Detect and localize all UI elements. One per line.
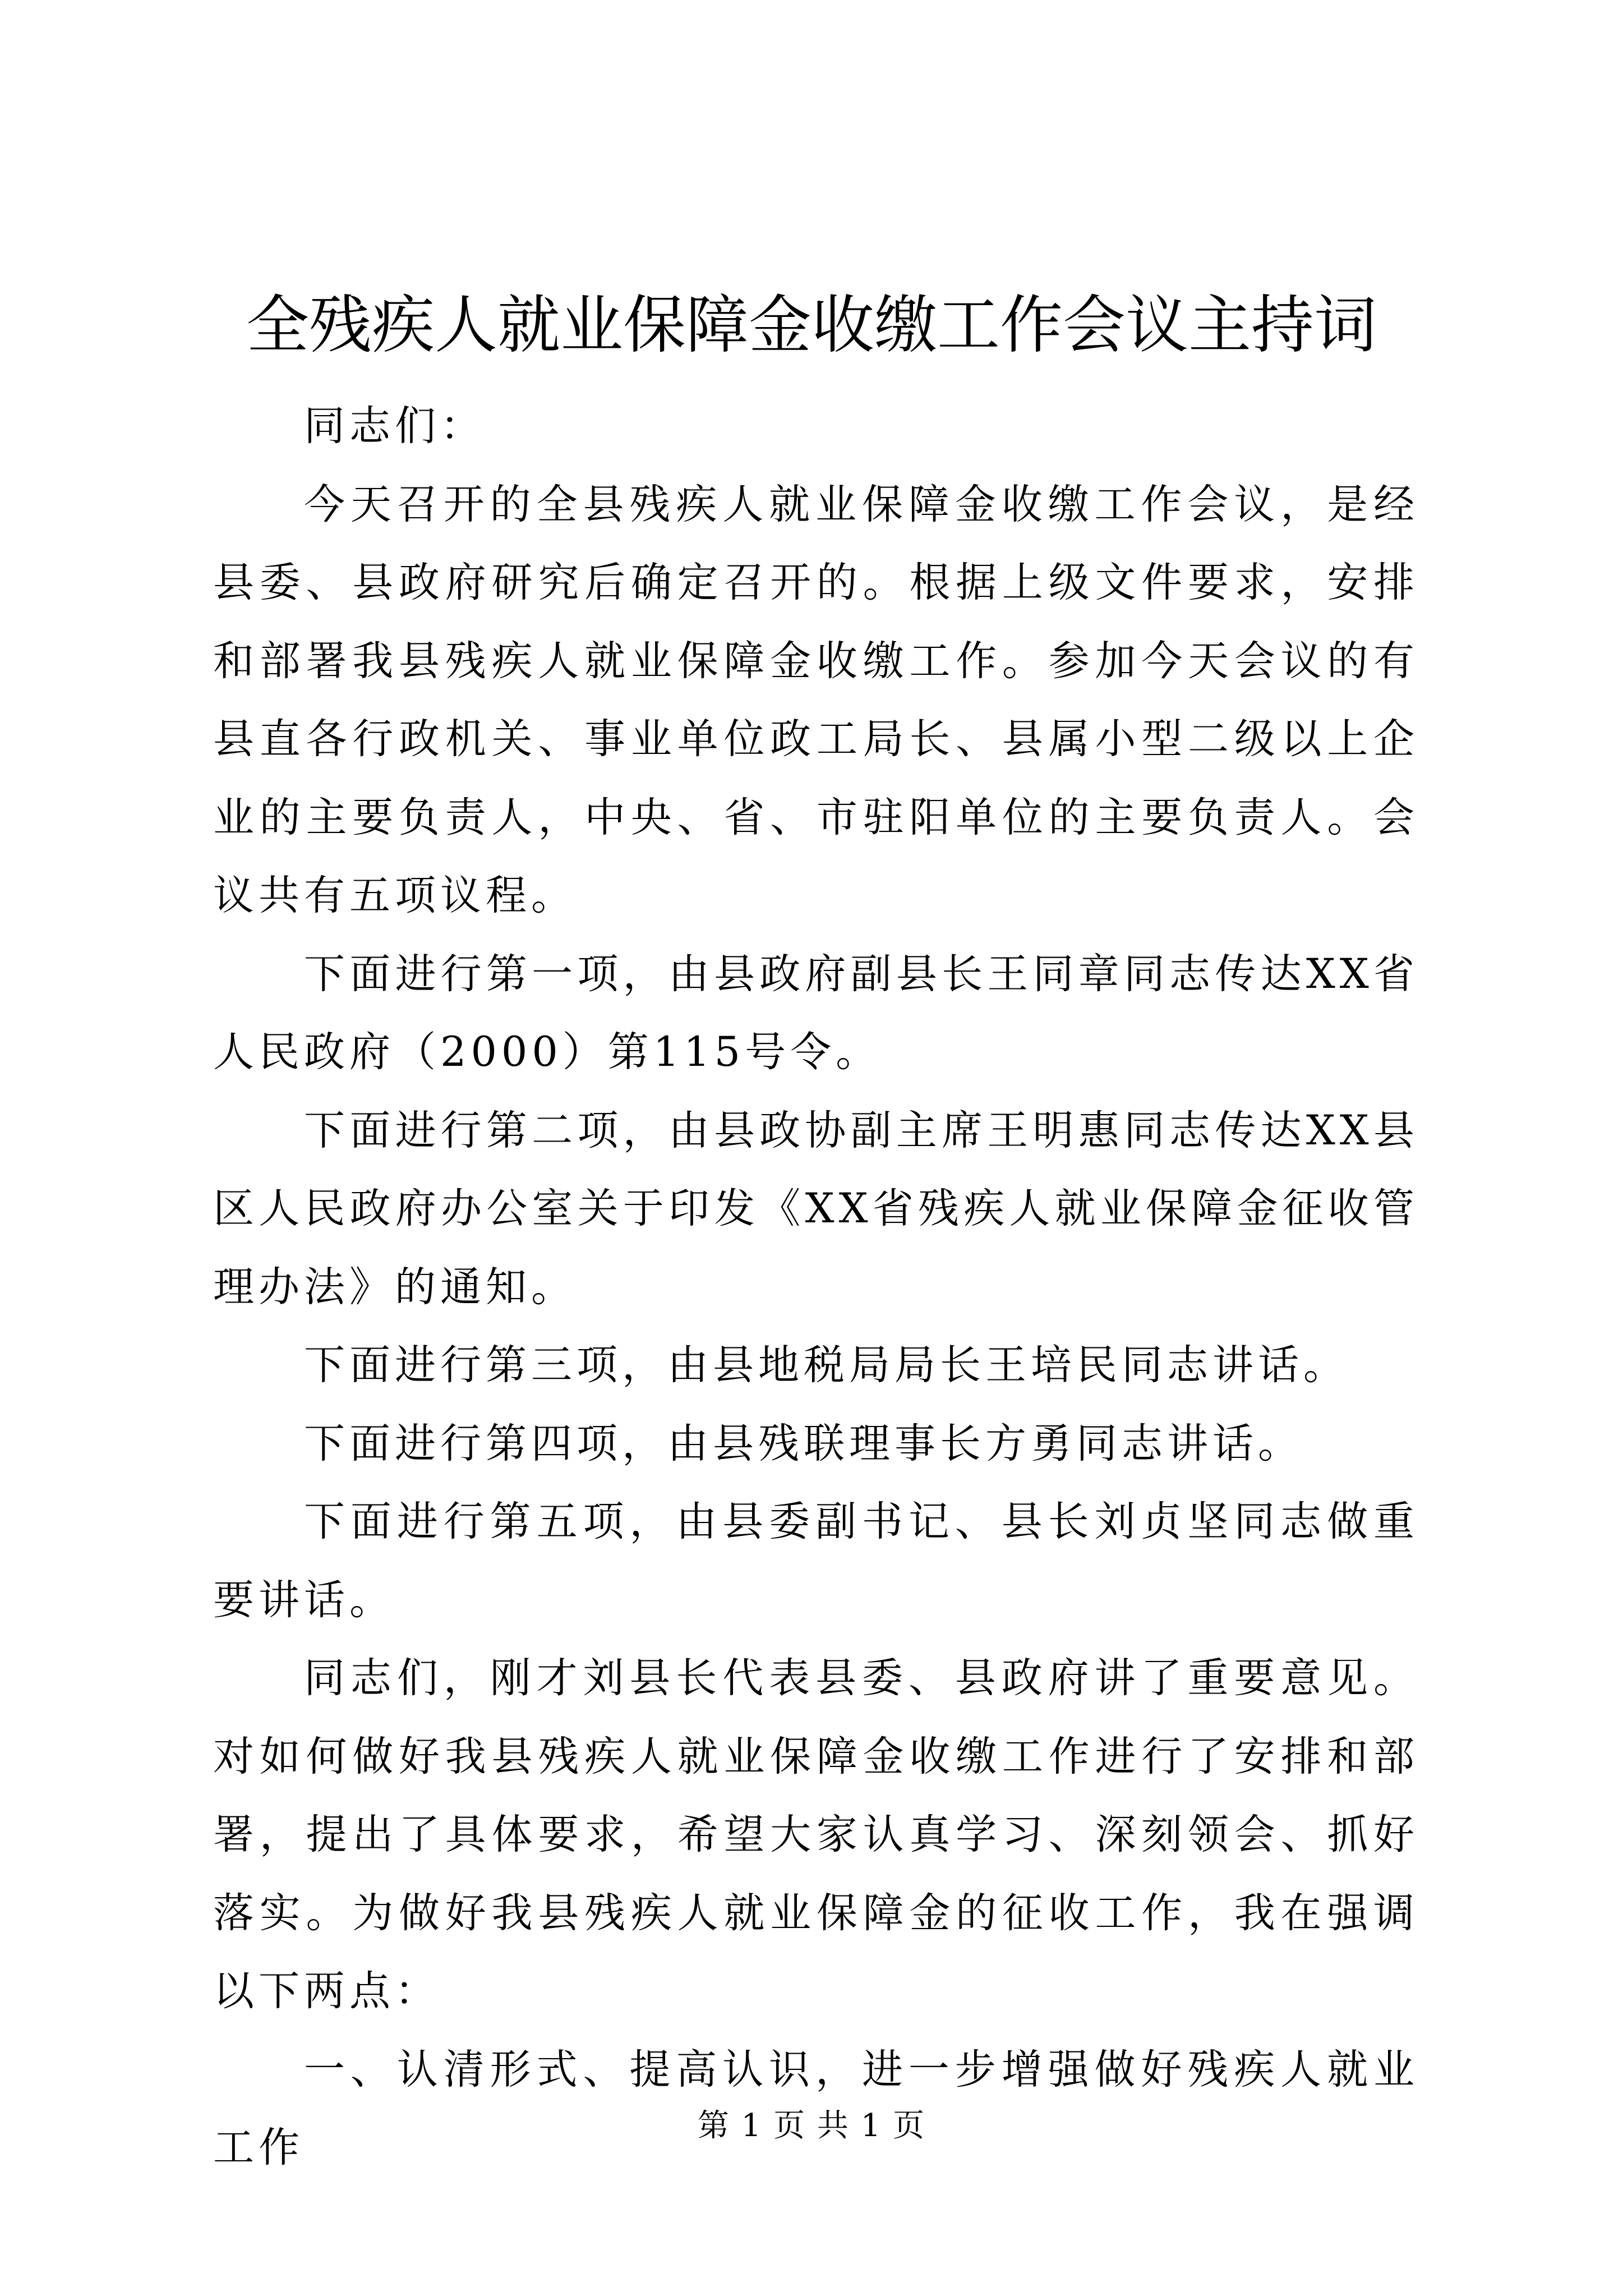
page-number-footer: 第 1 页 共 1 页: [697, 2108, 926, 2144]
body-paragraph: 今天召开的全县残疾人就业保障金收缴工作会议，是经县委、县政府研究后确定召开的。根据上级文件要求，安排和部署我县残疾人就业保障金收缴工作。参加今天会议的有县直各行政机关、事业单位政工局长、县属小型二级以上企业的主要负责人，中央、省、市驻阳单位的主要负责人。会议共有五项议程。: [213, 480, 1419, 919]
body-paragraph: 下面进行第一项，由县政府副县长王同章同志传达XX省人民政府（2000）第115号令。: [213, 950, 1419, 1076]
body-paragraph: 下面进行第五项，由县委副书记、县长刘贞坚同志做重要讲话。: [213, 1498, 1419, 1624]
body-paragraph: 下面进行第四项，由县残联理事长方勇同志讲话。: [304, 1419, 1303, 1467]
salutation-paragraph: 同志们：: [304, 402, 486, 450]
section-heading: 一、认清形式、提高认识，进一步增强做好残疾人就业工作: [213, 2045, 1419, 2171]
document-body: [213, 387, 1419, 2187]
body-paragraph: 同志们，刚才刘县长代表县委、县政府讲了重要意见。对如何做好我县残疾人就业保障金收缴工作进行了安排和部署，提出了具体要求，希望大家认真学习、深刻领会、抓好落实。为做好我县残疾人就业保障金的征收工作，我在强调以下两点：: [213, 1654, 1419, 2015]
body-paragraph: 下面进行第三项，由县地税局局长王培民同志讲话。: [304, 1341, 1349, 1389]
document-title: 全残疾人就业保障金收缴工作会议主持词: [246, 289, 1377, 362]
body-paragraph: 下面进行第二项，由县政协副主席王明惠同志传达XX县区人民政府办公室关于印发《XX省残疾人就业保障金征收管理办法》的通知。: [213, 1106, 1419, 1311]
